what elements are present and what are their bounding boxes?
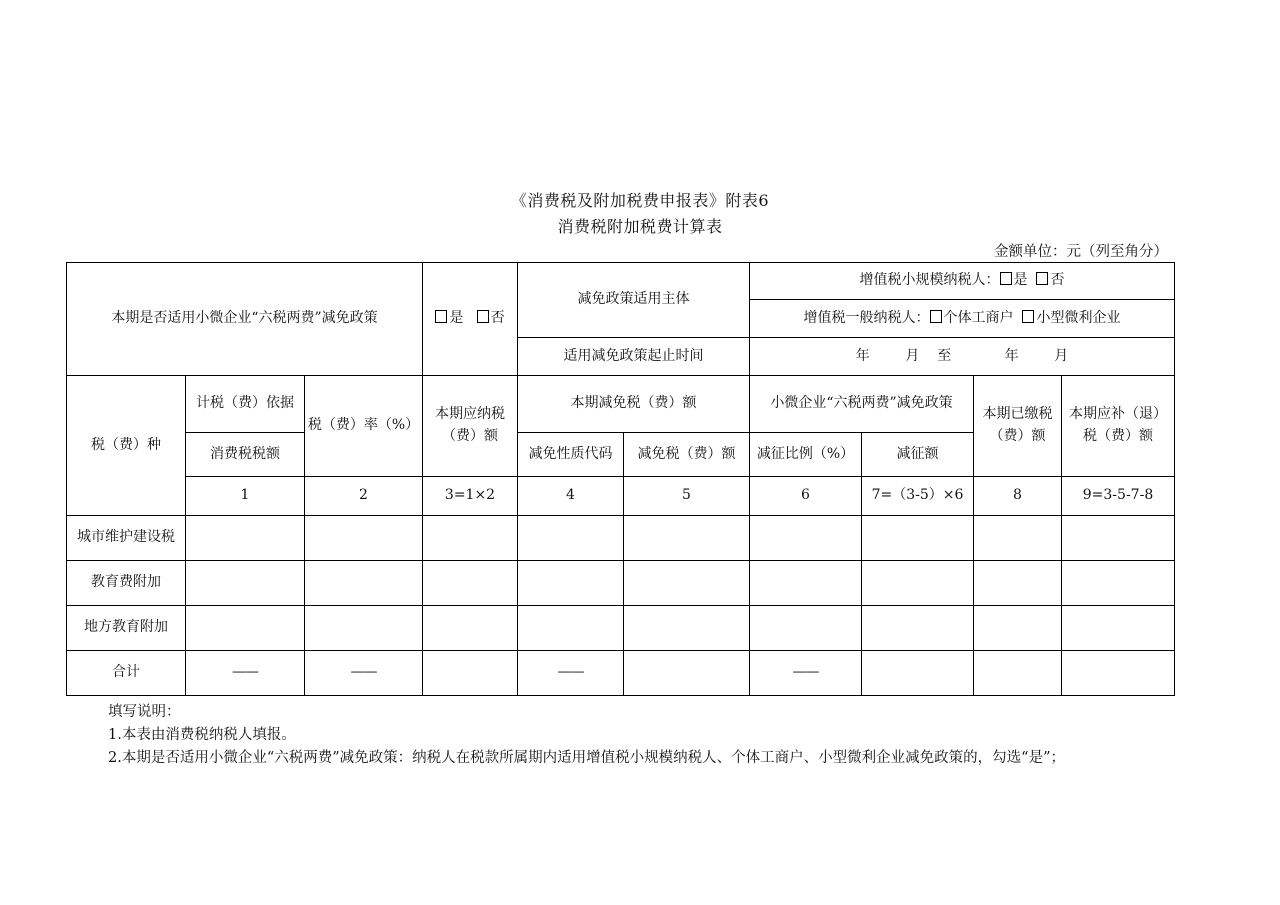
row-label: 城市维护建设税 — [67, 516, 186, 561]
header-reduce-ratio: 减征比例（%） — [750, 433, 862, 477]
checkbox-icon — [1000, 272, 1012, 285]
input-cell[interactable] — [518, 606, 624, 651]
input-cell[interactable] — [518, 516, 624, 561]
input-cell[interactable] — [974, 651, 1062, 696]
input-cell[interactable] — [624, 651, 750, 696]
policy-yes-checkbox[interactable] — [435, 310, 463, 326]
header-payable — [423, 376, 518, 477]
total-label: 合计 — [67, 651, 186, 696]
input-cell[interactable] — [1062, 606, 1175, 651]
form-title: 《消费税及附加税费申报表》附表6 — [510, 191, 770, 210]
input-cell[interactable] — [186, 516, 305, 561]
total-dash: —— — [186, 651, 305, 696]
instruction-item: 2.本期是否适用小微企业“六税两费”减免政策：纳税人在税款所属期内适用增值税小规模纳税人、个体工商户、小型微利企业减免政策的，勾选“是”； — [108, 750, 1065, 766]
header-tax-type: 税（费）种 — [67, 376, 186, 516]
input-cell[interactable] — [1062, 561, 1175, 606]
policy-question: 本期是否适用小微企业“六税两费”减免政策 — [67, 263, 423, 376]
small-micro-checkbox[interactable] — [1022, 310, 1120, 326]
checkbox-icon — [1022, 310, 1034, 323]
header-relief: 本期减免税（费）额 — [518, 376, 750, 433]
col-number: 2 — [305, 477, 423, 516]
period-value[interactable] — [750, 338, 1175, 376]
input-cell[interactable] — [974, 516, 1062, 561]
general-label: 增值税一般纳税人： — [803, 309, 930, 326]
col-number: 4 — [518, 477, 624, 516]
total-row — [67, 651, 1175, 696]
policy-no-checkbox[interactable] — [477, 310, 505, 326]
header-paid-line2: （费）额 — [989, 428, 1046, 444]
header-payable-line1: 本期应纳税 — [435, 406, 505, 423]
surtax-calculation-table — [66, 262, 1175, 696]
input-cell[interactable] — [624, 606, 750, 651]
row-label: 地方教育附加 — [67, 606, 186, 651]
small-micro-label: 小型微利企业 — [1036, 309, 1121, 326]
col-number: 7=（3-5）×6 — [862, 477, 974, 516]
small-scale-no-label: 否 — [1050, 272, 1065, 289]
header-refund-line1: 本期应补（退） — [1069, 406, 1167, 423]
table-row — [67, 606, 1175, 651]
instructions-heading: 填写说明： — [108, 704, 181, 720]
header-refund-line2: 税（费）额 — [1083, 428, 1153, 444]
input-cell[interactable] — [750, 516, 862, 561]
input-cell[interactable] — [186, 561, 305, 606]
header-paid — [974, 376, 1062, 477]
input-cell[interactable] — [305, 606, 423, 651]
input-cell[interactable] — [1062, 516, 1175, 561]
input-cell[interactable] — [423, 516, 518, 561]
small-scale-label: 增值税小规模纳税人： — [859, 272, 1000, 289]
input-cell[interactable] — [862, 651, 974, 696]
input-cell[interactable] — [624, 561, 750, 606]
general-taxpayer-row — [750, 300, 1175, 338]
individual-label: 个体工商户 — [943, 309, 1014, 326]
input-cell[interactable] — [423, 561, 518, 606]
input-cell[interactable] — [423, 651, 518, 696]
input-cell[interactable] — [624, 516, 750, 561]
form-subtitle: 消费税附加税费计算表 — [557, 217, 723, 236]
header-six-two: 小微企业“六税两费”减免政策 — [750, 376, 974, 433]
col-number: 6 — [750, 477, 862, 516]
input-cell[interactable] — [186, 606, 305, 651]
row-label: 教育费附加 — [67, 561, 186, 606]
small-scale-no-checkbox[interactable] — [1036, 272, 1064, 288]
table-row — [67, 516, 1175, 561]
col-number: 5 — [624, 477, 750, 516]
checkbox-icon — [435, 310, 447, 323]
policy-no-label: 否 — [490, 310, 505, 327]
amount-unit: 金额单位：元（列至角分） — [994, 244, 1168, 260]
period-label: 适用减免政策起止时间 — [518, 338, 750, 376]
header-refund — [1062, 376, 1175, 477]
col-number: 8 — [974, 477, 1062, 516]
header-basis: 计税（费）依据 — [186, 376, 305, 433]
table-row — [67, 561, 1175, 606]
small-scale-yes-label: 是 — [1013, 272, 1028, 289]
header-rate: 税（费）率（%） — [305, 376, 423, 477]
input-cell[interactable] — [1062, 651, 1175, 696]
instruction-item: 1.本表由消费税纳税人填报。 — [108, 727, 296, 743]
policy-yes-label: 是 — [449, 310, 464, 327]
header-basis-sub: 消费税税额 — [186, 433, 305, 477]
header-paid-line1: 本期已缴税 — [982, 406, 1053, 423]
small-scale-yes-checkbox[interactable] — [1000, 272, 1028, 288]
checkbox-icon — [1036, 272, 1048, 285]
input-cell[interactable] — [862, 606, 974, 651]
header-relief-amount: 减免税（费）额 — [624, 433, 750, 477]
small-scale-taxpayer-row — [750, 263, 1175, 300]
input-cell[interactable] — [862, 561, 974, 606]
period-value-text: 年 月 至 年 月 — [855, 347, 1069, 364]
input-cell[interactable] — [305, 516, 423, 561]
input-cell[interactable] — [862, 516, 974, 561]
col-number: 3=1×2 — [423, 477, 518, 516]
checkbox-icon — [930, 310, 942, 323]
input-cell[interactable] — [423, 606, 518, 651]
total-dash: —— — [305, 651, 423, 696]
input-cell[interactable] — [974, 561, 1062, 606]
input-cell[interactable] — [750, 606, 862, 651]
col-number: 9=3-5-7-8 — [1062, 477, 1175, 516]
relief-subject-label: 减免政策适用主体 — [518, 263, 750, 338]
individual-checkbox[interactable] — [930, 310, 1014, 326]
col-number: 1 — [186, 477, 305, 516]
policy-choice — [423, 263, 518, 376]
checkbox-icon — [477, 310, 489, 323]
total-dash: —— — [750, 651, 862, 696]
input-cell[interactable] — [518, 561, 624, 606]
total-dash: —— — [518, 651, 624, 696]
input-cell[interactable] — [974, 606, 1062, 651]
input-cell[interactable] — [305, 561, 423, 606]
instructions — [108, 701, 1065, 770]
header-reduce-amount: 减征额 — [862, 433, 974, 477]
header-payable-line2: （费）额 — [442, 428, 498, 444]
input-cell[interactable] — [750, 561, 862, 606]
header-relief-code: 减免性质代码 — [518, 433, 624, 477]
